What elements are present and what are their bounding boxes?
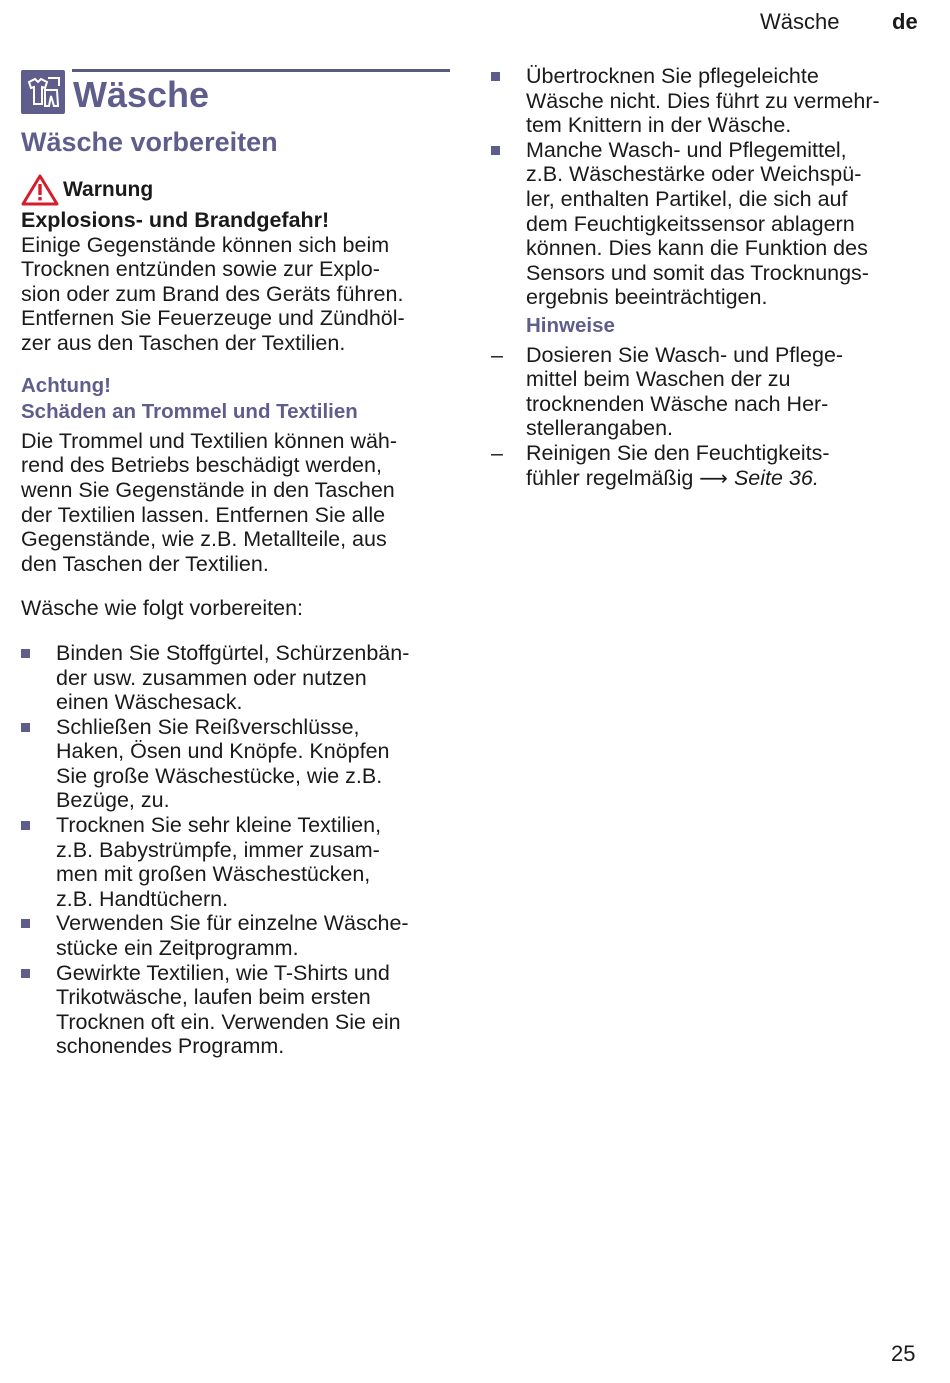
list-item-line: Manche Wasch- und Pflegemittel, xyxy=(526,137,847,162)
intro-text: Wäsche wie folgt vorbereiten: xyxy=(21,596,304,621)
list-item xyxy=(21,961,453,1059)
list-item-line: stellerangaben. xyxy=(526,416,674,441)
list-item-line: dem Feuchtigkeitssensor ablagern xyxy=(526,211,855,236)
list-item xyxy=(491,138,931,310)
list-item-line: z.B. Handtüchern. xyxy=(56,886,229,911)
caution-line: der Textilien lassen. Entfernen Sie alle xyxy=(21,502,386,527)
warning-label-row xyxy=(21,174,453,206)
list-item-line: schonendes Programm. xyxy=(56,1034,285,1059)
list-item-line: Trocknen oft ein. Verwenden Sie ein xyxy=(56,1009,401,1034)
caution-line: Gegenstände, wie z.B. Metallteile, aus xyxy=(21,527,387,552)
warning-line: Trocknen entzünden sowie zur Explo- xyxy=(21,257,380,282)
page-reference-link[interactable]: Seite 36. xyxy=(733,465,819,490)
list-item-line: men mit großen Wäschestücken, xyxy=(56,862,371,887)
list-item-line: Trocknen Sie sehr kleine Textilien, xyxy=(56,813,382,838)
list-item xyxy=(21,911,453,960)
laundry-clothes-icon xyxy=(21,70,65,114)
list-item-line: tem Knittern in der Wäsche. xyxy=(526,113,792,138)
list-item-line: können. Dies kann die Funktion des xyxy=(526,236,868,261)
caution-line: den Taschen der Textilien. xyxy=(21,551,269,576)
square-bullet-icon xyxy=(21,969,30,978)
list-item-line: z.B. Babystrümpfe, immer zusam- xyxy=(56,837,380,862)
caution-line: wenn Sie Gegenstände in den Taschen xyxy=(21,477,395,502)
list-item-line: Wäsche nicht. Dies führt zu vermehr- xyxy=(526,88,880,113)
list-item-line: Trikotwäsche, laufen beim ersten xyxy=(56,985,371,1010)
warning-line: Einige Gegenstände können sich beim xyxy=(21,232,390,257)
list-item-line: Haken, Ösen und Knöpfe. Knöpfen xyxy=(56,739,390,764)
chapter-rule xyxy=(72,69,450,72)
list-item-line: ergebnis beeinträchtigen. xyxy=(526,285,768,310)
page-number: 25 xyxy=(891,1341,916,1366)
preparation-list xyxy=(21,641,453,1059)
warning-triangle-icon xyxy=(21,174,59,206)
list-item xyxy=(21,813,453,911)
square-bullet-icon xyxy=(491,146,500,155)
list-item xyxy=(491,441,931,491)
right-arrow-icon: ⟶ xyxy=(699,467,728,490)
list-item xyxy=(21,641,453,715)
square-bullet-icon xyxy=(21,723,30,732)
section-title: Wäsche vorbereiten xyxy=(21,127,278,157)
caution-line: Die Trommel und Textilien können wäh- xyxy=(21,428,398,453)
hints-list xyxy=(491,343,931,492)
square-bullet-icon xyxy=(21,919,30,928)
left-column xyxy=(21,174,453,1059)
list-item-line: fühler regelmäßig xyxy=(526,465,694,490)
warning-line: zer aus den Taschen der Textilien. xyxy=(21,330,346,355)
list-item-line: Verwenden Sie für einzelne Wäsche- xyxy=(56,911,409,936)
square-bullet-icon xyxy=(21,649,30,658)
running-header-language: de xyxy=(892,9,918,34)
hints-heading: Hinweise xyxy=(526,313,615,337)
list-item xyxy=(491,343,931,441)
list-item-line: Schließen Sie Reißverschlüsse, xyxy=(56,714,360,739)
warning-label: Warnung xyxy=(63,177,154,201)
right-column xyxy=(491,64,931,491)
square-bullet-icon xyxy=(491,72,500,81)
list-item-line: z.B. Wäschestärke oder Weichspü- xyxy=(526,162,862,187)
list-item-line: Dosieren Sie Wasch- und Pflege- xyxy=(526,342,844,367)
list-item-line: Sie große Wäschestücke, wie z.B. xyxy=(56,763,383,788)
running-header-section: Wäsche xyxy=(760,9,840,34)
caution-line: rend des Betriebs beschädigt werden, xyxy=(21,453,382,478)
square-bullet-icon xyxy=(21,821,30,830)
list-item-line: ler, enthalten Partikel, die sich auf xyxy=(526,186,848,211)
drying-notes-list xyxy=(491,64,931,310)
caution-heading: Schäden an Trommel und Textilien xyxy=(21,400,358,424)
list-item-line: einen Wäschesack. xyxy=(56,690,243,715)
caution-label: Achtung! xyxy=(21,373,111,397)
warning-line: sion oder zum Brand des Geräts führen. xyxy=(21,281,404,306)
list-item-line: Gewirkte Textilien, wie T-Shirts und xyxy=(56,960,390,985)
list-item-line: mittel beim Waschen der zu xyxy=(526,367,791,392)
dash-bullet: – xyxy=(491,342,503,367)
list-item-line: Reinigen Sie den Feuchtigkeits- xyxy=(526,440,830,465)
list-item-line: Übertrocknen Sie pflegeleichte xyxy=(526,64,819,88)
chapter-title: Wäsche xyxy=(73,74,210,115)
list-item-line: Bezüge, zu. xyxy=(56,788,170,813)
list-item-line: Binden Sie Stoffgürtel, Schürzenbän- xyxy=(56,640,410,665)
list-item xyxy=(21,715,453,813)
warning-line: Entfernen Sie Feuerzeuge und Zündhöl- xyxy=(21,306,405,331)
dash-bullet: – xyxy=(491,440,503,465)
list-item-line: stücke ein Zeitprogramm. xyxy=(56,936,299,961)
list-item-line: der usw. zusammen oder nutzen xyxy=(56,665,367,690)
list-item xyxy=(491,64,931,138)
list-item-line: trocknenden Wäsche nach Her- xyxy=(526,391,829,416)
list-item-line: Sensors und somit das Trocknungs- xyxy=(526,260,869,285)
warning-heading: Explosions- und Brandgefahr! xyxy=(21,208,330,232)
